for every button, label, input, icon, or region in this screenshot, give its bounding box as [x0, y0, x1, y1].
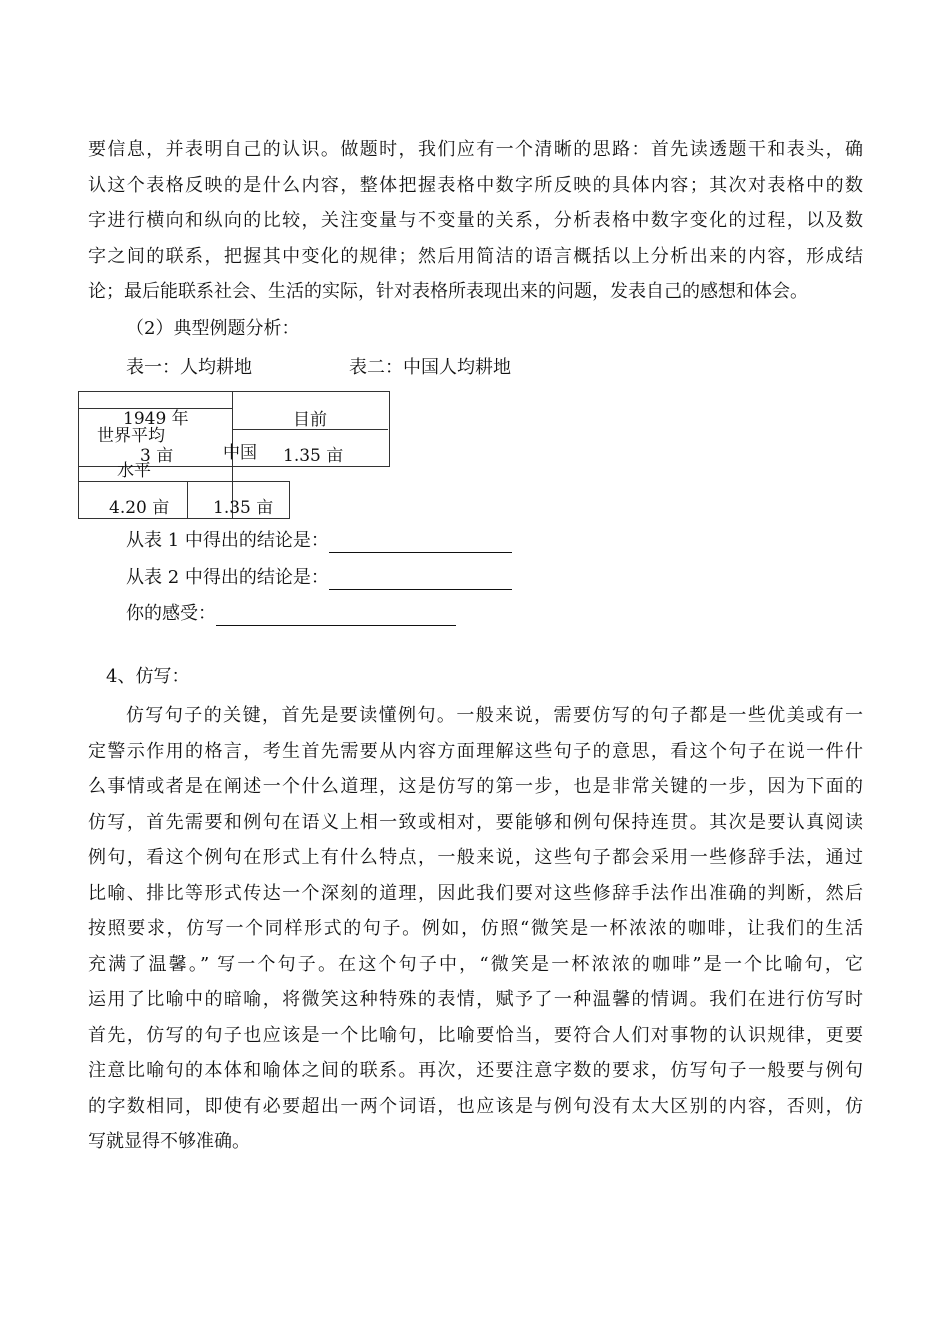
- question-table1-label: 从表 1 中得出的结论是：: [126, 530, 329, 551]
- body-line: 首先，仿写的句子也应该是一个比喻句，比喻要恰当，要符合人们对事物的认识规律，更要: [88, 1025, 863, 1046]
- question-table2-label: 从表 2 中得出的结论是：: [126, 567, 329, 588]
- body-line: 注意比喻句的本体和喻体之间的联系。再次，还要注意字数的要求，仿写句子一般要与例句: [88, 1060, 863, 1081]
- body-line: 的字数相同，即使有必要超出一两个词语，也应该是与例句没有太大区别的内容，否则，仿: [88, 1096, 863, 1117]
- question-feeling: [126, 602, 456, 626]
- body-line: 比喻、排比等形式传达一个深刻的道理，因此我们要对这些修辞手法作出准确的判断，然后: [88, 883, 863, 904]
- body-line: 写就显得不够准确。: [88, 1131, 250, 1152]
- intro-line: 认这个表格反映的是什么内容，整体把握表格中数字所反映的具体内容；其次对表格中的数: [88, 175, 863, 196]
- question-table2: [126, 566, 512, 590]
- t1-value-now: 1.35 亩: [283, 446, 344, 466]
- t1-header-now: 目前: [293, 410, 327, 430]
- body-line: 么事情或者是在阐述一个什么道理，这是仿写的第一步，也是非常关键的一步，因为下面的: [88, 776, 863, 797]
- body-line: 运用了比喻中的暗喻，将微笑这种特殊的表情，赋予了一种温馨的情调。我们在进行仿写时: [88, 989, 863, 1010]
- t1-header-1949: 1949 年: [123, 409, 189, 429]
- t2-row-label-cont: 水平: [117, 461, 151, 481]
- question-table1: [126, 529, 512, 553]
- intro-line: 字之间的联系，把握其中变化的规律；然后用简洁的语言概括以上分析出来的内容，形成结: [88, 246, 863, 267]
- t2-row-label: 世界平均: [97, 426, 165, 446]
- answer-blank-1[interactable]: [329, 532, 512, 553]
- answer-blank-3[interactable]: [216, 605, 456, 626]
- body-line: 仿写，首先需要和例句在语义上相一致或相对，要能够和例句保持连贯。其次是要认真阅读: [88, 812, 863, 833]
- table-divider: [78, 465, 79, 482]
- example-heading: （2）典型例题分析：: [126, 318, 300, 339]
- t2-value-china: 1.35 亩: [213, 498, 274, 518]
- intro-line: 字进行横向和纵向的比较，关注变量与不变量的关系，分析表格中数字变化的过程，以及数: [88, 210, 863, 231]
- question-feeling-label: 你的感受：: [126, 603, 216, 624]
- answer-blank-2[interactable]: [329, 569, 512, 590]
- intro-line: 要信息，并表明自己的认识。做题时，我们应有一个清晰的思路：首先读透题干和表头，确: [88, 139, 863, 160]
- table-divider: [187, 481, 188, 518]
- table2-caption: 表二：中国人均耕地: [349, 357, 511, 378]
- body-line: 仿写句子的关键，首先是要读懂例句。一般来说，需要仿写的句子都是一些优美或有一: [126, 705, 863, 726]
- body-line: 充满了温馨。” 写一个句子。在这个句子中，“微笑是一杯浓浓的咖啡”是一个比喻句，它: [88, 954, 863, 975]
- section4-heading: 4、仿写：: [106, 666, 190, 687]
- t2-value-world: 4.20 亩: [109, 498, 170, 518]
- t2-header-china: 中国: [223, 443, 257, 463]
- table1-caption: 表一：人均耕地: [126, 357, 252, 378]
- intro-line: 论；最后能联系社会、生活的实际，针对表格所表现出来的问题，发表自己的感想和体会。: [88, 281, 808, 302]
- t1-value-1949: 3 亩: [140, 446, 174, 466]
- body-line: 按照要求，仿写一个同样形式的句子。例如，仿照“微笑是一杯浓浓的咖啡，让我们的生活: [88, 918, 863, 939]
- body-line: 例句，看这个例句在形式上有什么特点，一般来说，这些句子都会采用一些修辞手法，通过: [88, 847, 863, 868]
- body-line: 定警示作用的格言，考生首先需要从内容方面理解这些句子的意思，看这个句子在说一件什: [88, 741, 863, 762]
